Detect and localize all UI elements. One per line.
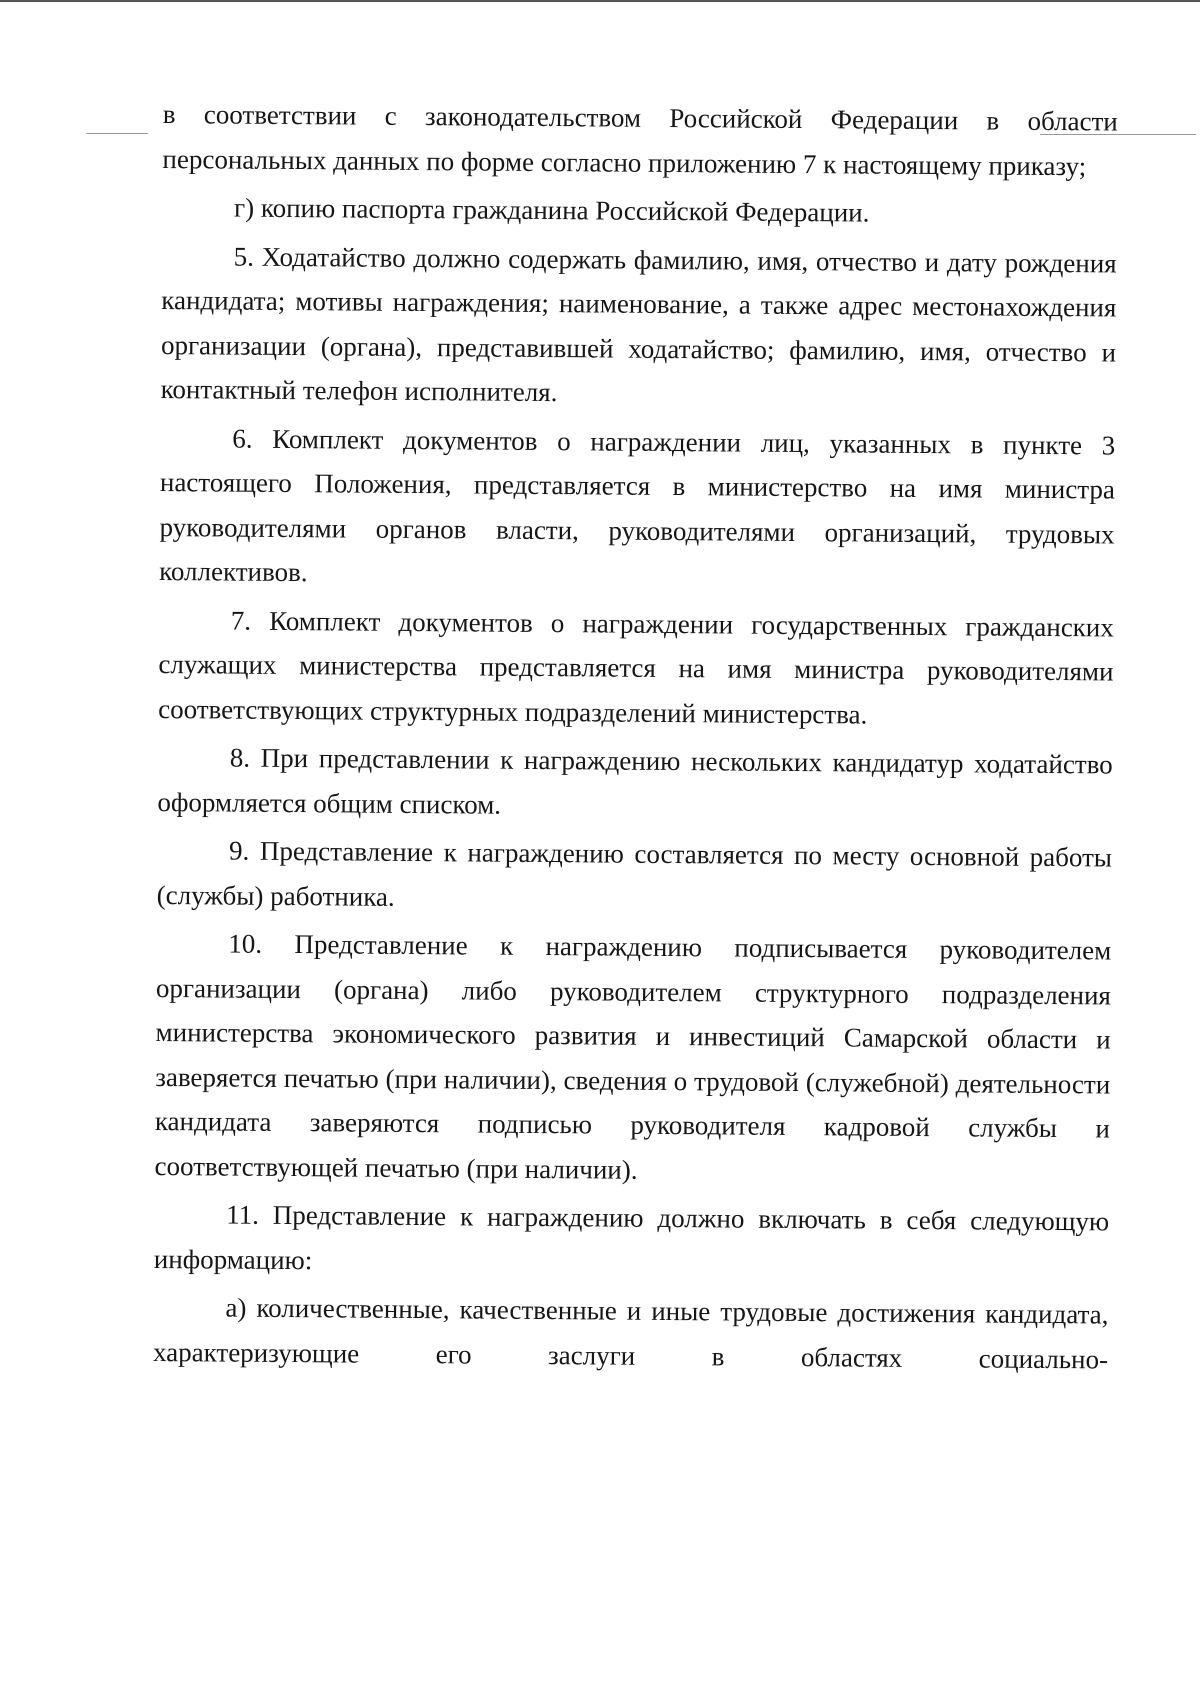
paragraph-item-11: 11. Представление к награждению должно включать в себя следующую информацию: <box>153 1199 1110 1275</box>
paragraph-item-7: 7. Комплект документов о награждении государственных гражданских служащих министерства представляется на имя министра руководителями соответствующих структурных подразделений министерства. <box>158 605 1114 730</box>
paragraph-item-5: 5. Ходатайство должно содержать фамилию, имя, отчество и дату рождения кандидата; мотивы награждения; наименование, а также адрес местонахождения организации (органа), представившей ходатайство; фамилию, имя, отчество и контактный телефон исполнителя. <box>160 241 1117 408</box>
paragraph-item-8: 8. При представлении к награждению нескольких кандидатур ходатайство оформляется общим списком. <box>157 742 1113 820</box>
paragraph-item-10: 10. Представление к награждению подписывается руководителем организации (органа) либо руководителем структурного подразделения министерства экономического развития и инвестиций Самарской области и заверяется печатью (при наличии), сведения о трудовой (служебной) деятельности кандидата заверяются подписью руководителя кадровой службы и соответствующей печатью (при наличии). <box>154 928 1112 1185</box>
paragraph-item-g: г) копию паспорта гражданина Российской Федерации. <box>233 192 870 228</box>
paragraph-item-9: 9. Представление к награждению составляется по месту основной работы (службы) работника. <box>156 835 1113 912</box>
scan-artifact-left <box>86 133 148 134</box>
paragraph-item-a: а) количественные, качественные и иные трудовые достижения кандидата, характеризующие его заслуги в областях социально- <box>152 1292 1109 1374</box>
scan-top-edge <box>0 0 1200 2</box>
document-body <box>153 92 1118 1385</box>
paragraph-continuation: в соответствии с законодательством Российской Федерации в области персональных данных по форме согласно приложению 7 к настоящему приказу; <box>162 98 1118 181</box>
paragraph-item-6: 6. Комплект документов о награждении лиц, указанных в пункте 3 настоящего Положения, представляется в министерство на имя министра руководителями органов власти, руководителями организаций, трудовых коллективов. <box>159 423 1116 588</box>
